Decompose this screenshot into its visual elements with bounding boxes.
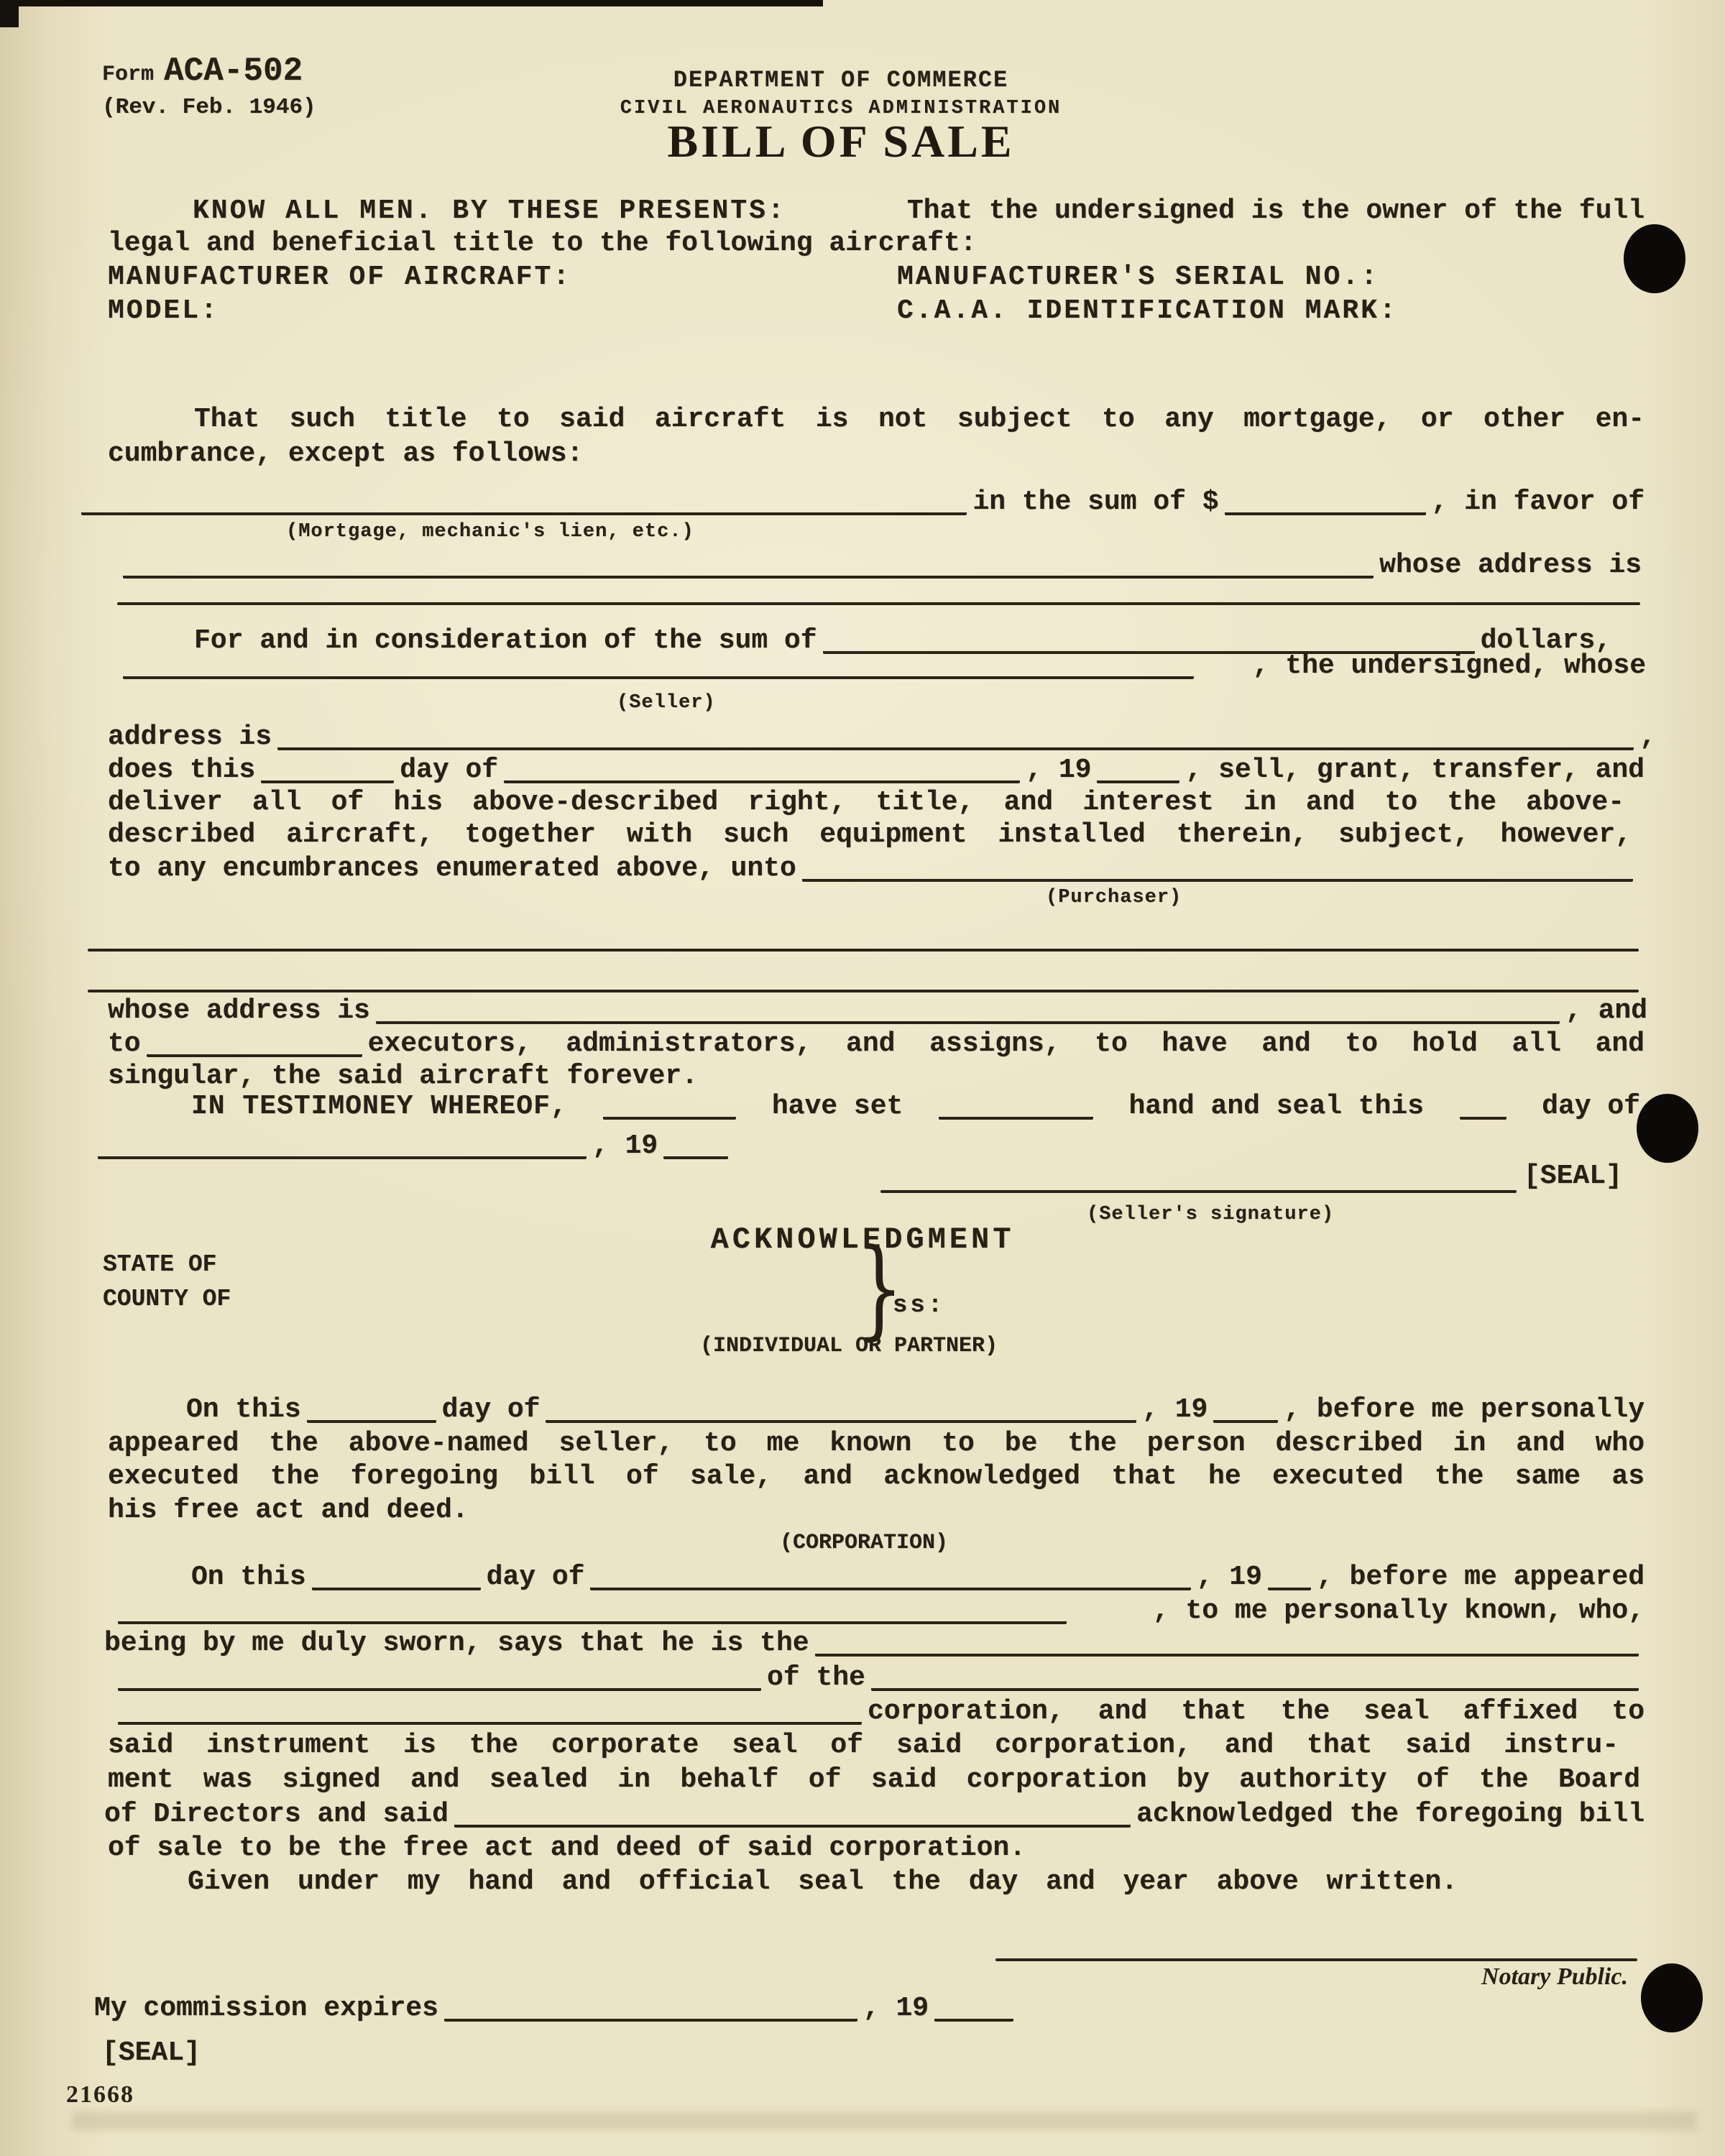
testimony-pronoun-blank bbox=[603, 1110, 736, 1120]
corp-on-this-text: On this bbox=[191, 1562, 306, 1593]
scan-edge-strip bbox=[0, 0, 823, 6]
year-blank bbox=[1097, 773, 1179, 783]
testimony-month-blank bbox=[98, 1149, 586, 1159]
singular-line: singular, the said aircraft forever. bbox=[108, 1061, 698, 1092]
directors-text: of Directors and said bbox=[104, 1799, 448, 1830]
testimony-day-blank bbox=[1460, 1110, 1506, 1120]
commission-text: My commission expires bbox=[94, 1993, 438, 2024]
mortgage-description-blank bbox=[81, 505, 967, 515]
corporation-date-line bbox=[191, 1560, 1644, 1594]
ind-day-blank bbox=[307, 1413, 436, 1423]
individual-caption: (INDIVIDUAL OR PARTNER) bbox=[700, 1334, 998, 1358]
testimony-day-of-text: day of bbox=[1542, 1091, 1640, 1122]
appeared-line: appeared the above-named seller, to me known to be the person described in and who bbox=[108, 1428, 1644, 1459]
ind-year-blank bbox=[1213, 1413, 1278, 1423]
hole-punch bbox=[1637, 1094, 1698, 1163]
ind-before-text: , before me personally bbox=[1284, 1394, 1644, 1425]
executors-line bbox=[108, 1027, 1644, 1061]
ind-on-this-text: On this bbox=[186, 1394, 301, 1425]
acknowledgment-title: ACKNOWLEDGMENT bbox=[710, 1222, 1015, 1257]
hand-blank bbox=[939, 1110, 1093, 1120]
dollars-text: dollars, bbox=[1480, 625, 1611, 656]
corp-day-of-text: day of bbox=[486, 1562, 585, 1593]
ind-month-blank bbox=[546, 1413, 1136, 1423]
corp-month-blank bbox=[590, 1580, 1190, 1590]
personally-known-text: , to me personally known, who, bbox=[1152, 1595, 1644, 1626]
purchaser-caption: (Purchaser) bbox=[1046, 887, 1182, 908]
mortgage-sum-line bbox=[75, 485, 1644, 519]
executed-line: executed the foregoing bill of sale, and acknowledged that he executed the same as bbox=[108, 1461, 1644, 1492]
scan-streak bbox=[72, 2111, 1696, 2130]
seller-address-blank bbox=[277, 740, 1634, 750]
day-of-text: day of bbox=[400, 755, 499, 786]
month-blank bbox=[504, 773, 1020, 783]
corp-before-text: , before me appeared bbox=[1316, 1562, 1644, 1593]
state-of-label: STATE OF bbox=[103, 1251, 217, 1278]
department-name: DEPARTMENT OF COMMERCE bbox=[673, 67, 1009, 93]
directors-line bbox=[104, 1797, 1644, 1831]
encumbrance-line-2: cumbrance, except as follows: bbox=[108, 438, 584, 469]
model-label: MODEL: bbox=[108, 295, 219, 326]
sworn-text: being by me duly sworn, says that he is the bbox=[104, 1628, 809, 1659]
sum-amount-blank bbox=[1225, 505, 1426, 515]
have-set-text: have set bbox=[771, 1091, 903, 1122]
corp-year-blank bbox=[1268, 1580, 1311, 1590]
seller-address-line bbox=[108, 720, 1656, 754]
unto-line bbox=[108, 852, 1639, 885]
acknowledged-text: acknowledged the foregoing bill bbox=[1136, 1799, 1644, 1830]
form-number-line bbox=[102, 52, 303, 92]
free-act-corp-line: of sale to be the free act and deed of said corporation. bbox=[108, 1833, 1026, 1864]
form-number-label: Form bbox=[102, 63, 155, 87]
corporation-caption: (CORPORATION) bbox=[780, 1531, 949, 1555]
and-text: , and bbox=[1565, 995, 1647, 1026]
sworn-line bbox=[104, 1626, 1644, 1660]
address-blank-line bbox=[117, 602, 1640, 605]
sum-of-text: in the sum of $ bbox=[972, 487, 1219, 517]
title-continued-blank bbox=[118, 1681, 761, 1691]
corporation-seal-line bbox=[112, 1695, 1644, 1728]
whose-address-text: whose address is bbox=[108, 995, 370, 1026]
serial-number-label: MANUFACTURER'S SERIAL NO.: bbox=[897, 262, 1379, 292]
of-the-text: of the bbox=[767, 1662, 865, 1693]
company-name-blank bbox=[871, 1681, 1639, 1691]
stamp-number: 21668 bbox=[66, 2081, 134, 2108]
consideration-text: For and in consideration of the sum of bbox=[194, 625, 817, 656]
testimony-year-text: , 19 bbox=[592, 1130, 658, 1161]
intro-line-1 bbox=[193, 194, 1644, 228]
whose-address-is-text: whose address is bbox=[1379, 550, 1642, 581]
corp-year-text: , 19 bbox=[1196, 1562, 1262, 1593]
officer-name-blank bbox=[118, 1614, 1067, 1624]
company-name-continued-blank bbox=[118, 1715, 862, 1725]
testimony-date-line bbox=[92, 1129, 734, 1163]
does-this-text: does this bbox=[108, 755, 256, 786]
testimony-text: IN TESTIMONEY WHEREOF, bbox=[191, 1091, 568, 1122]
manufacturer-label: MANUFACTURER OF AIRCRAFT: bbox=[108, 262, 572, 292]
sell-grant-text: , sell, grant, transfer, and bbox=[1185, 755, 1644, 786]
officer-name-line bbox=[112, 1594, 1644, 1628]
administration-name: CIVIL AERONAUTICS ADMINISTRATION bbox=[620, 98, 1062, 119]
commission-year-text: , 19 bbox=[862, 1993, 929, 2024]
notary-signature-line bbox=[995, 1958, 1637, 1961]
purchaser-name-blank bbox=[802, 872, 1633, 882]
commission-date-blank bbox=[444, 2012, 857, 2022]
seller-name-line bbox=[117, 649, 1646, 683]
of-the-line bbox=[112, 1661, 1644, 1695]
hand-seal-text: hand and seal this bbox=[1128, 1091, 1424, 1122]
encumbrance-line-1: That such title to said aircraft is not subject to any mortgage, or other en- bbox=[194, 404, 1644, 435]
deliver-line: deliver all of his above-described right, title, and interest in and to the above- bbox=[108, 787, 1624, 818]
seller-name-blank bbox=[123, 669, 1194, 679]
commission-line bbox=[94, 1991, 1019, 2025]
director-name-blank bbox=[454, 1818, 1131, 1828]
purchaser-address-line bbox=[108, 994, 1647, 1028]
officer-title-blank bbox=[815, 1646, 1639, 1657]
know-all-men-text: KNOW ALL MEN. BY THESE PRESENTS: bbox=[193, 195, 786, 226]
signed-line: ment was signed and sealed in behalf of said corporation by authority of the Board bbox=[108, 1764, 1640, 1795]
seller-signature-caption: (Seller's signature) bbox=[1087, 1204, 1335, 1225]
ss-brace: } bbox=[855, 1226, 904, 1351]
intro-line-1-rest: That the undersigned is the owner of the full bbox=[906, 195, 1644, 226]
corporation-seal-text: corporation, and that the seal affixed to bbox=[868, 1696, 1644, 1727]
favoree-address-line bbox=[117, 548, 1642, 582]
notary-public-caption: Notary Public. bbox=[1481, 1963, 1628, 1990]
hole-punch bbox=[1624, 224, 1685, 293]
to-text: to bbox=[108, 1028, 141, 1059]
testimony-line bbox=[191, 1089, 1640, 1123]
seal-bracket-notary: [SEAL] bbox=[102, 2037, 201, 2068]
instrument-line: said instrument is the corporate seal of said corporation, and that said instru- bbox=[108, 1730, 1619, 1761]
corp-day-blank bbox=[312, 1580, 481, 1590]
blank-line-full-1 bbox=[88, 949, 1639, 952]
executors-text: executors, administrators, and assigns, to have and to hold all and bbox=[367, 1028, 1644, 1059]
intro-line-2: legal and beneficial title to the following aircraft: bbox=[108, 228, 977, 259]
seal-bracket-seller: [SEAL] bbox=[1524, 1161, 1622, 1192]
scan-corner-mark bbox=[0, 0, 19, 27]
undersigned-text: , the undersigned, whose bbox=[1252, 650, 1646, 681]
ind-day-of-text: day of bbox=[441, 1394, 540, 1425]
revision-date: (Rev. Feb. 1946) bbox=[102, 95, 316, 120]
in-favor-of-text: , in favor of bbox=[1431, 487, 1644, 517]
county-of-label: COUNTY OF bbox=[103, 1286, 231, 1312]
pronoun-blank bbox=[147, 1047, 362, 1057]
ss-label: ss: bbox=[893, 1292, 946, 1319]
address-comma: , bbox=[1639, 722, 1656, 752]
day-blank bbox=[261, 773, 394, 783]
unto-text: to any encumbrances enumerated above, unto bbox=[108, 853, 796, 884]
form-number: ACA-502 bbox=[164, 52, 303, 90]
hole-punch bbox=[1641, 1963, 1703, 2032]
address-is-label: address is bbox=[108, 722, 272, 752]
mortgage-caption: (Mortgage, mechanic's lien, etc.) bbox=[286, 521, 694, 543]
year-19-text: , 19 bbox=[1026, 755, 1092, 786]
document-title: BILL OF SALE bbox=[667, 116, 1015, 167]
free-act-line: his free act and deed. bbox=[108, 1495, 469, 1526]
testimony-year-blank bbox=[663, 1149, 728, 1159]
sale-date-line bbox=[108, 753, 1644, 787]
blank-line-full-2 bbox=[88, 990, 1639, 992]
favoree-name-blank bbox=[123, 568, 1374, 579]
caa-identification-label: C.A.A. IDENTIFICATION MARK: bbox=[897, 295, 1398, 326]
seller-signature-line bbox=[880, 1190, 1517, 1193]
ind-year-text: , 19 bbox=[1142, 1394, 1208, 1425]
commission-year-blank bbox=[934, 2012, 1013, 2022]
individual-date-line bbox=[186, 1393, 1644, 1427]
given-line: Given under my hand and official seal the day and year above written. bbox=[188, 1866, 1458, 1897]
purchaser-address-blank bbox=[376, 1014, 1560, 1024]
seller-caption: (Seller) bbox=[617, 692, 716, 714]
described-line: described aircraft, together with such equipment installed therein, subject, however, bbox=[108, 819, 1632, 850]
